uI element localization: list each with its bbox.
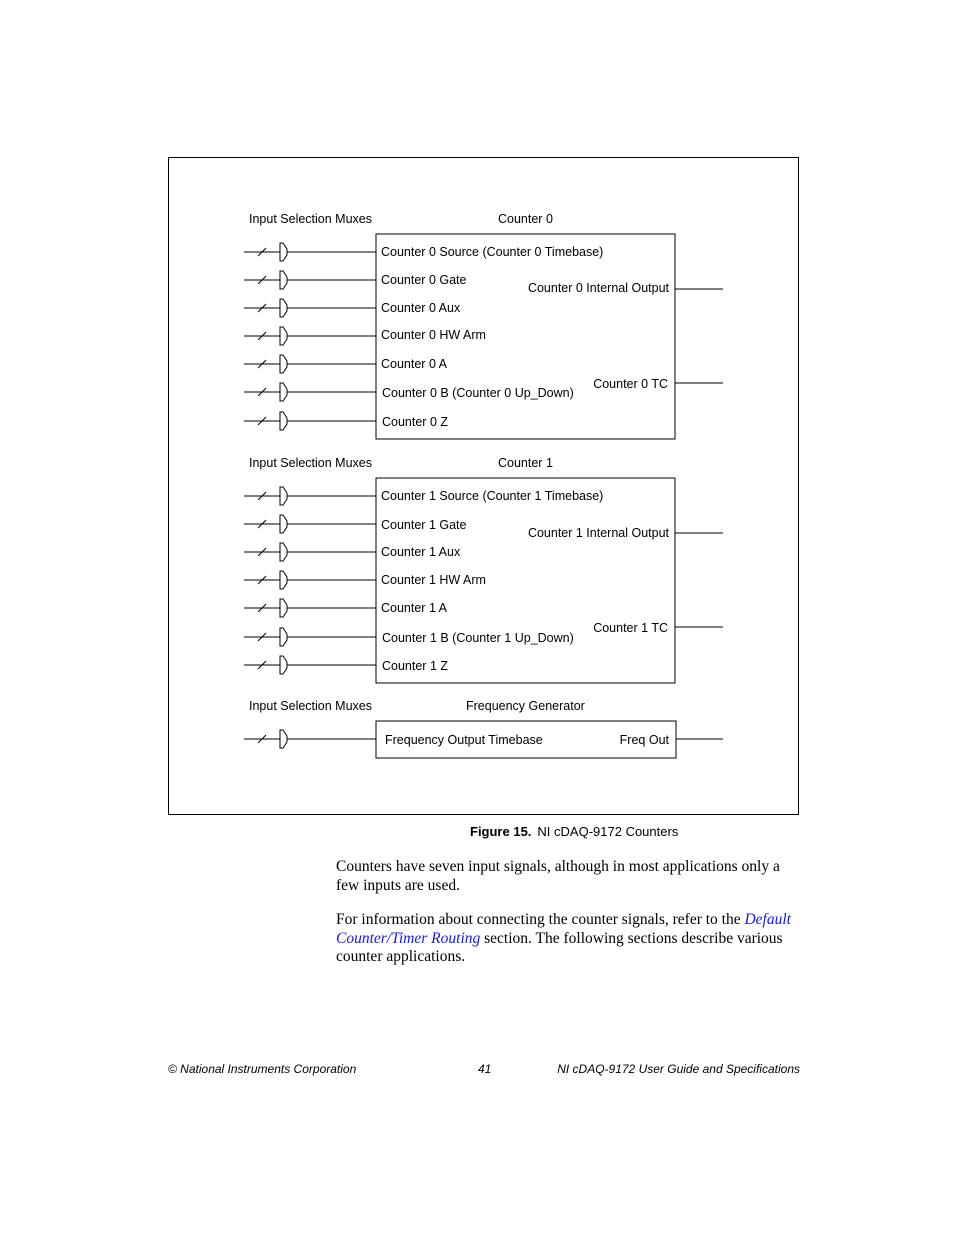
input-label: Counter 1 Gate	[381, 518, 467, 532]
mux-symbol	[280, 243, 287, 261]
figure-caption	[470, 824, 678, 839]
mux-label: Input Selection Muxes	[249, 456, 372, 470]
block-title: Frequency Generator	[466, 699, 585, 713]
input-label: Counter 0 Aux	[381, 301, 461, 315]
input-mux-lines	[244, 243, 376, 430]
input-label: Counter 1 HW Arm	[381, 573, 486, 587]
mux-symbol	[280, 383, 287, 401]
output-label: Freq Out	[619, 733, 669, 747]
output-label: Counter 1 Internal Output	[527, 526, 669, 540]
mux-symbol	[280, 299, 287, 317]
input-label: Counter 1 A	[381, 601, 448, 615]
footer-left: © National Instruments Corporation	[168, 1062, 357, 1076]
mux-symbol	[280, 355, 287, 373]
mux-symbol	[280, 412, 287, 430]
counter-1-group	[244, 456, 723, 683]
default-counter-timer-routing-link[interactable]: Default Counter/Timer Routing	[336, 911, 791, 947]
mux-symbol	[280, 543, 287, 561]
block-title: Counter 0	[498, 212, 553, 226]
paragraph	[336, 911, 806, 967]
input-label: Counter 1 Source (Counter 1 Timebase)	[381, 489, 604, 503]
input-label: Frequency Output Timebase	[385, 733, 543, 747]
input-label: Counter 1 Z	[382, 659, 449, 673]
footer-right: NI cDAQ-9172 User Guide and Specifications	[557, 1062, 800, 1076]
input-label: Counter 1 B (Counter 1 Up_Down)	[382, 631, 574, 645]
input-mux-lines	[244, 487, 376, 674]
mux-label: Input Selection Muxes	[249, 699, 372, 713]
mux-symbol	[280, 271, 287, 289]
counter-0-group	[244, 212, 723, 439]
output-label: Counter 0 Internal Output	[527, 281, 669, 295]
input-label: Counter 0 B (Counter 0 Up_Down)	[382, 386, 574, 400]
input-label: Counter 0 Source (Counter 0 Timebase)	[381, 245, 604, 259]
block-title: Counter 1	[498, 456, 553, 470]
input-mux-lines	[244, 730, 376, 748]
mux-symbol	[280, 327, 287, 345]
input-label: Counter 1 Aux	[381, 545, 461, 559]
mux-symbol	[280, 656, 287, 674]
frequency-generator-group	[244, 699, 723, 758]
paragraph-text: section. The following sections describe various counter applications.	[336, 929, 783, 965]
input-label: Counter 0 Gate	[381, 273, 467, 287]
mux-symbol	[280, 599, 287, 617]
input-label: Counter 0 HW Arm	[381, 328, 486, 342]
paragraph: Counters have seven input signals, although in most applications only a few inputs are used.	[336, 858, 780, 894]
mux-label: Input Selection Muxes	[249, 212, 372, 226]
mux-symbol	[280, 730, 287, 748]
figure-number: Figure 15.	[470, 824, 532, 839]
output-label: Counter 1 TC	[593, 621, 668, 635]
input-label: Counter 0 A	[381, 357, 448, 371]
mux-symbol	[280, 487, 287, 505]
input-label: Counter 0 Z	[382, 415, 449, 429]
footer-page-number: 41	[478, 1062, 492, 1076]
figure-title: NI cDAQ-9172 Counters	[537, 824, 679, 839]
output-label: Counter 0 TC	[593, 377, 668, 391]
mux-symbol	[280, 628, 287, 646]
paragraph-text: For information about connecting the counter signals, refer to the	[336, 911, 745, 928]
mux-symbol	[280, 571, 287, 589]
mux-symbol	[280, 515, 287, 533]
